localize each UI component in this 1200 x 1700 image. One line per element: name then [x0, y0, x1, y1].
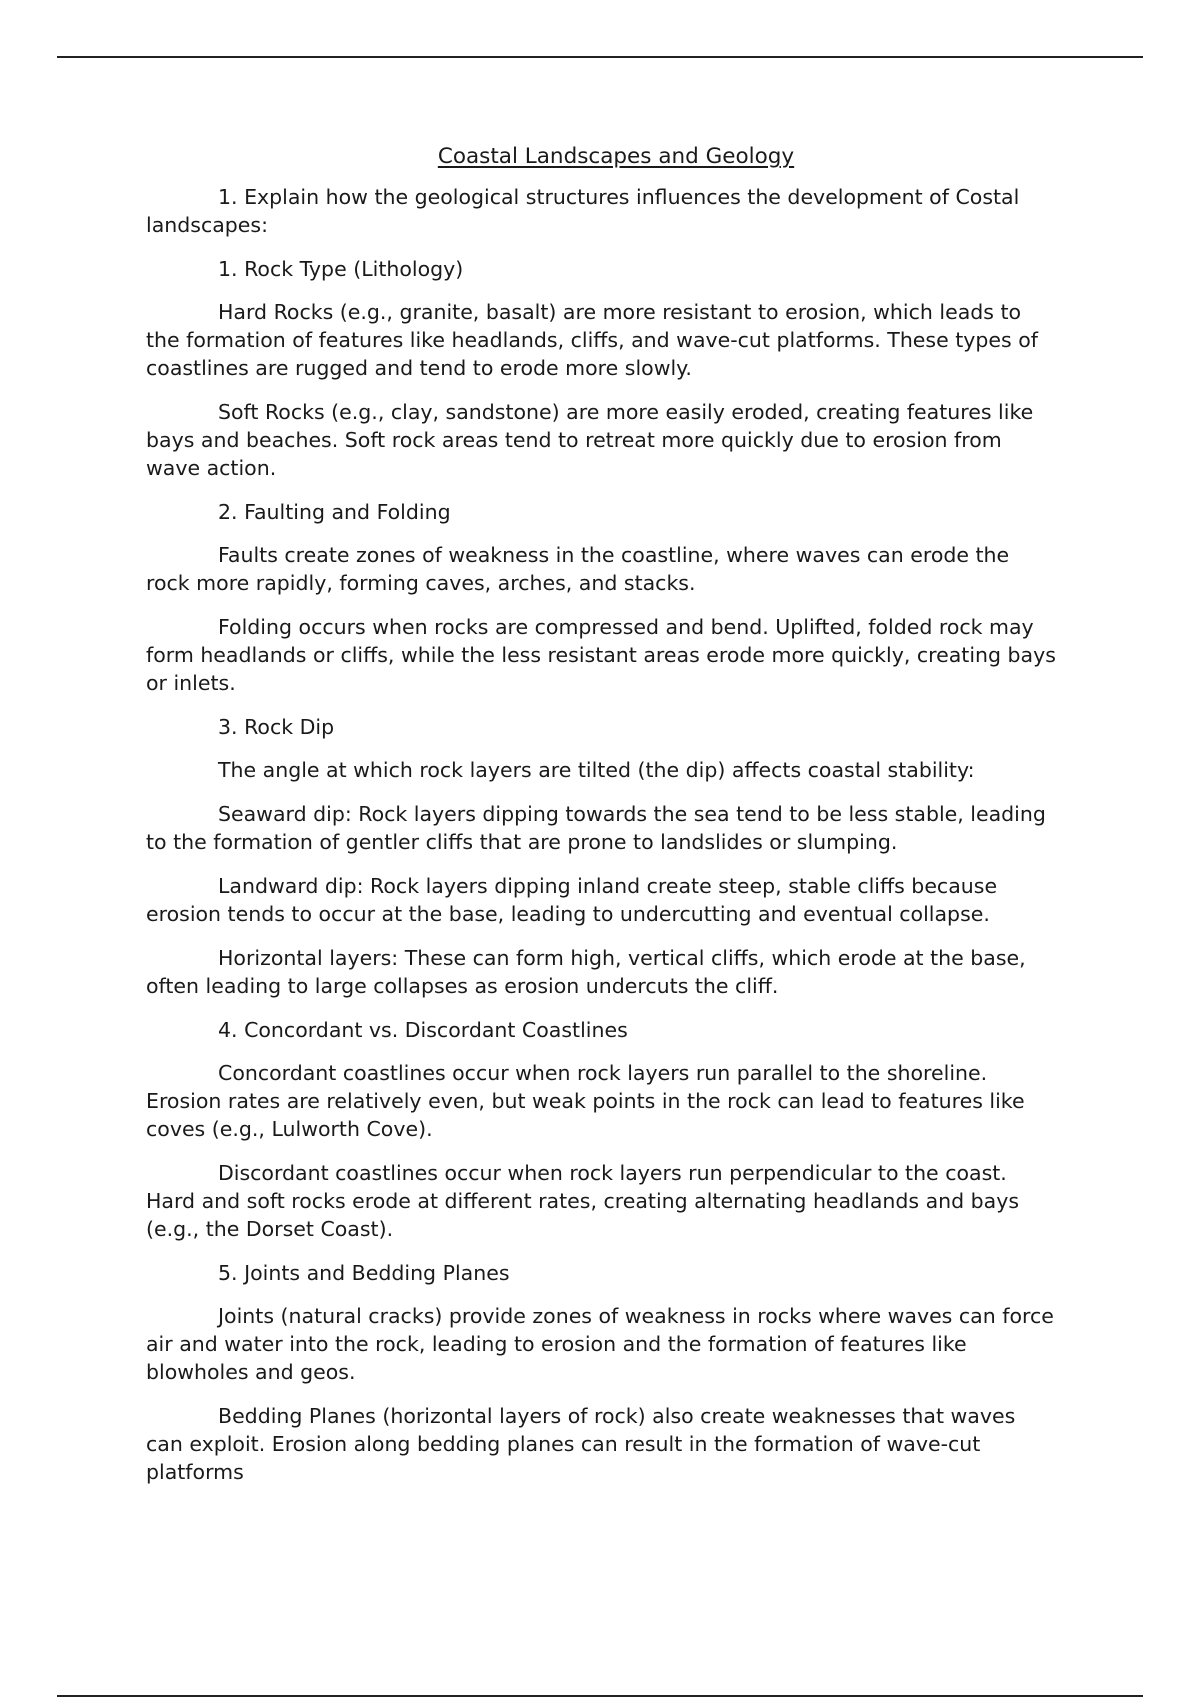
header-rule	[57, 56, 1143, 58]
section-heading-joints-bedding: 5. Joints and Bedding Planes	[218, 1261, 510, 1285]
paragraph-joints: Joints (natural cracks) provide zones of weakness in rocks where waves can force air and water into the rock, leading to erosion and the formation of features like blowholes and geos.	[146, 1304, 1054, 1384]
question-paragraph: 1. Explain how the geological structures influences the development of Costal landscapes:	[146, 185, 1020, 237]
document-title: Coastal Landscapes and Geology	[437, 144, 795, 169]
paragraph-landward-dip: Landward dip: Rock layers dipping inland create steep, stable cliffs because erosion tends to occur at the base, leading to undercutting and eventual collapse.	[146, 874, 998, 926]
section-heading-rock-type: 1. Rock Type (Lithology)	[218, 257, 464, 281]
paragraph-faults: Faults create zones of weakness in the coastline, where waves can erode the rock more rapidly, forming caves, arches, and stacks.	[146, 543, 1010, 595]
section-heading-coastlines: 4. Concordant vs. Discordant Coastlines	[218, 1018, 628, 1042]
paragraph-bedding-planes: Bedding Planes (horizontal layers of rock) also create weaknesses that waves can exploit. Erosion along bedding planes can result in the formation of wave-cut platforms	[146, 1404, 1016, 1484]
paragraph-hard-rocks: Hard Rocks (e.g., granite, basalt) are more resistant to erosion, which leads to the formation of features like headlands, cliffs, and wave-cut platforms. These types of coastlines are rugged and tend to erode more slowly.	[146, 300, 1038, 380]
paragraph-seaward-dip: Seaward dip: Rock layers dipping towards the sea tend to be less stable, leading to the formation of gentler cliffs that are prone to landslides or slumping.	[146, 802, 1046, 854]
document-body	[146, 143, 1056, 1502]
paragraph-soft-rocks: Soft Rocks (e.g., clay, sandstone) are more easily eroded, creating features like bays and beaches. Soft rock areas tend to retreat more quickly due to erosion from wave action.	[146, 400, 1034, 480]
paragraph-horizontal-layers: Horizontal layers: These can form high, vertical cliffs, which erode at the base, often leading to large collapses as erosion undercuts the cliff.	[146, 946, 1026, 998]
paragraph-concordant: Concordant coastlines occur when rock layers run parallel to the shoreline. Erosion rates are relatively even, but weak points in the rock can lead to features like coves (e.g., Lulworth Cove).	[146, 1061, 1025, 1141]
section-heading-faulting-folding: 2. Faulting and Folding	[218, 500, 451, 524]
footer-rule	[57, 1695, 1143, 1697]
paragraph-discordant: Discordant coastlines occur when rock layers run perpendicular to the coast. Hard and soft rocks erode at different rates, creating alternating headlands and bays (e.g., the Dorset Coast).	[146, 1161, 1020, 1241]
paragraph-folding: Folding occurs when rocks are compressed and bend. Uplifted, folded rock may form headlands or cliffs, while the less resistant areas erode more quickly, creating bays or inlets.	[146, 615, 1056, 695]
paragraph-dip-intro: The angle at which rock layers are tilted (the dip) affects coastal stability:	[218, 758, 975, 782]
section-heading-rock-dip: 3. Rock Dip	[218, 715, 335, 739]
